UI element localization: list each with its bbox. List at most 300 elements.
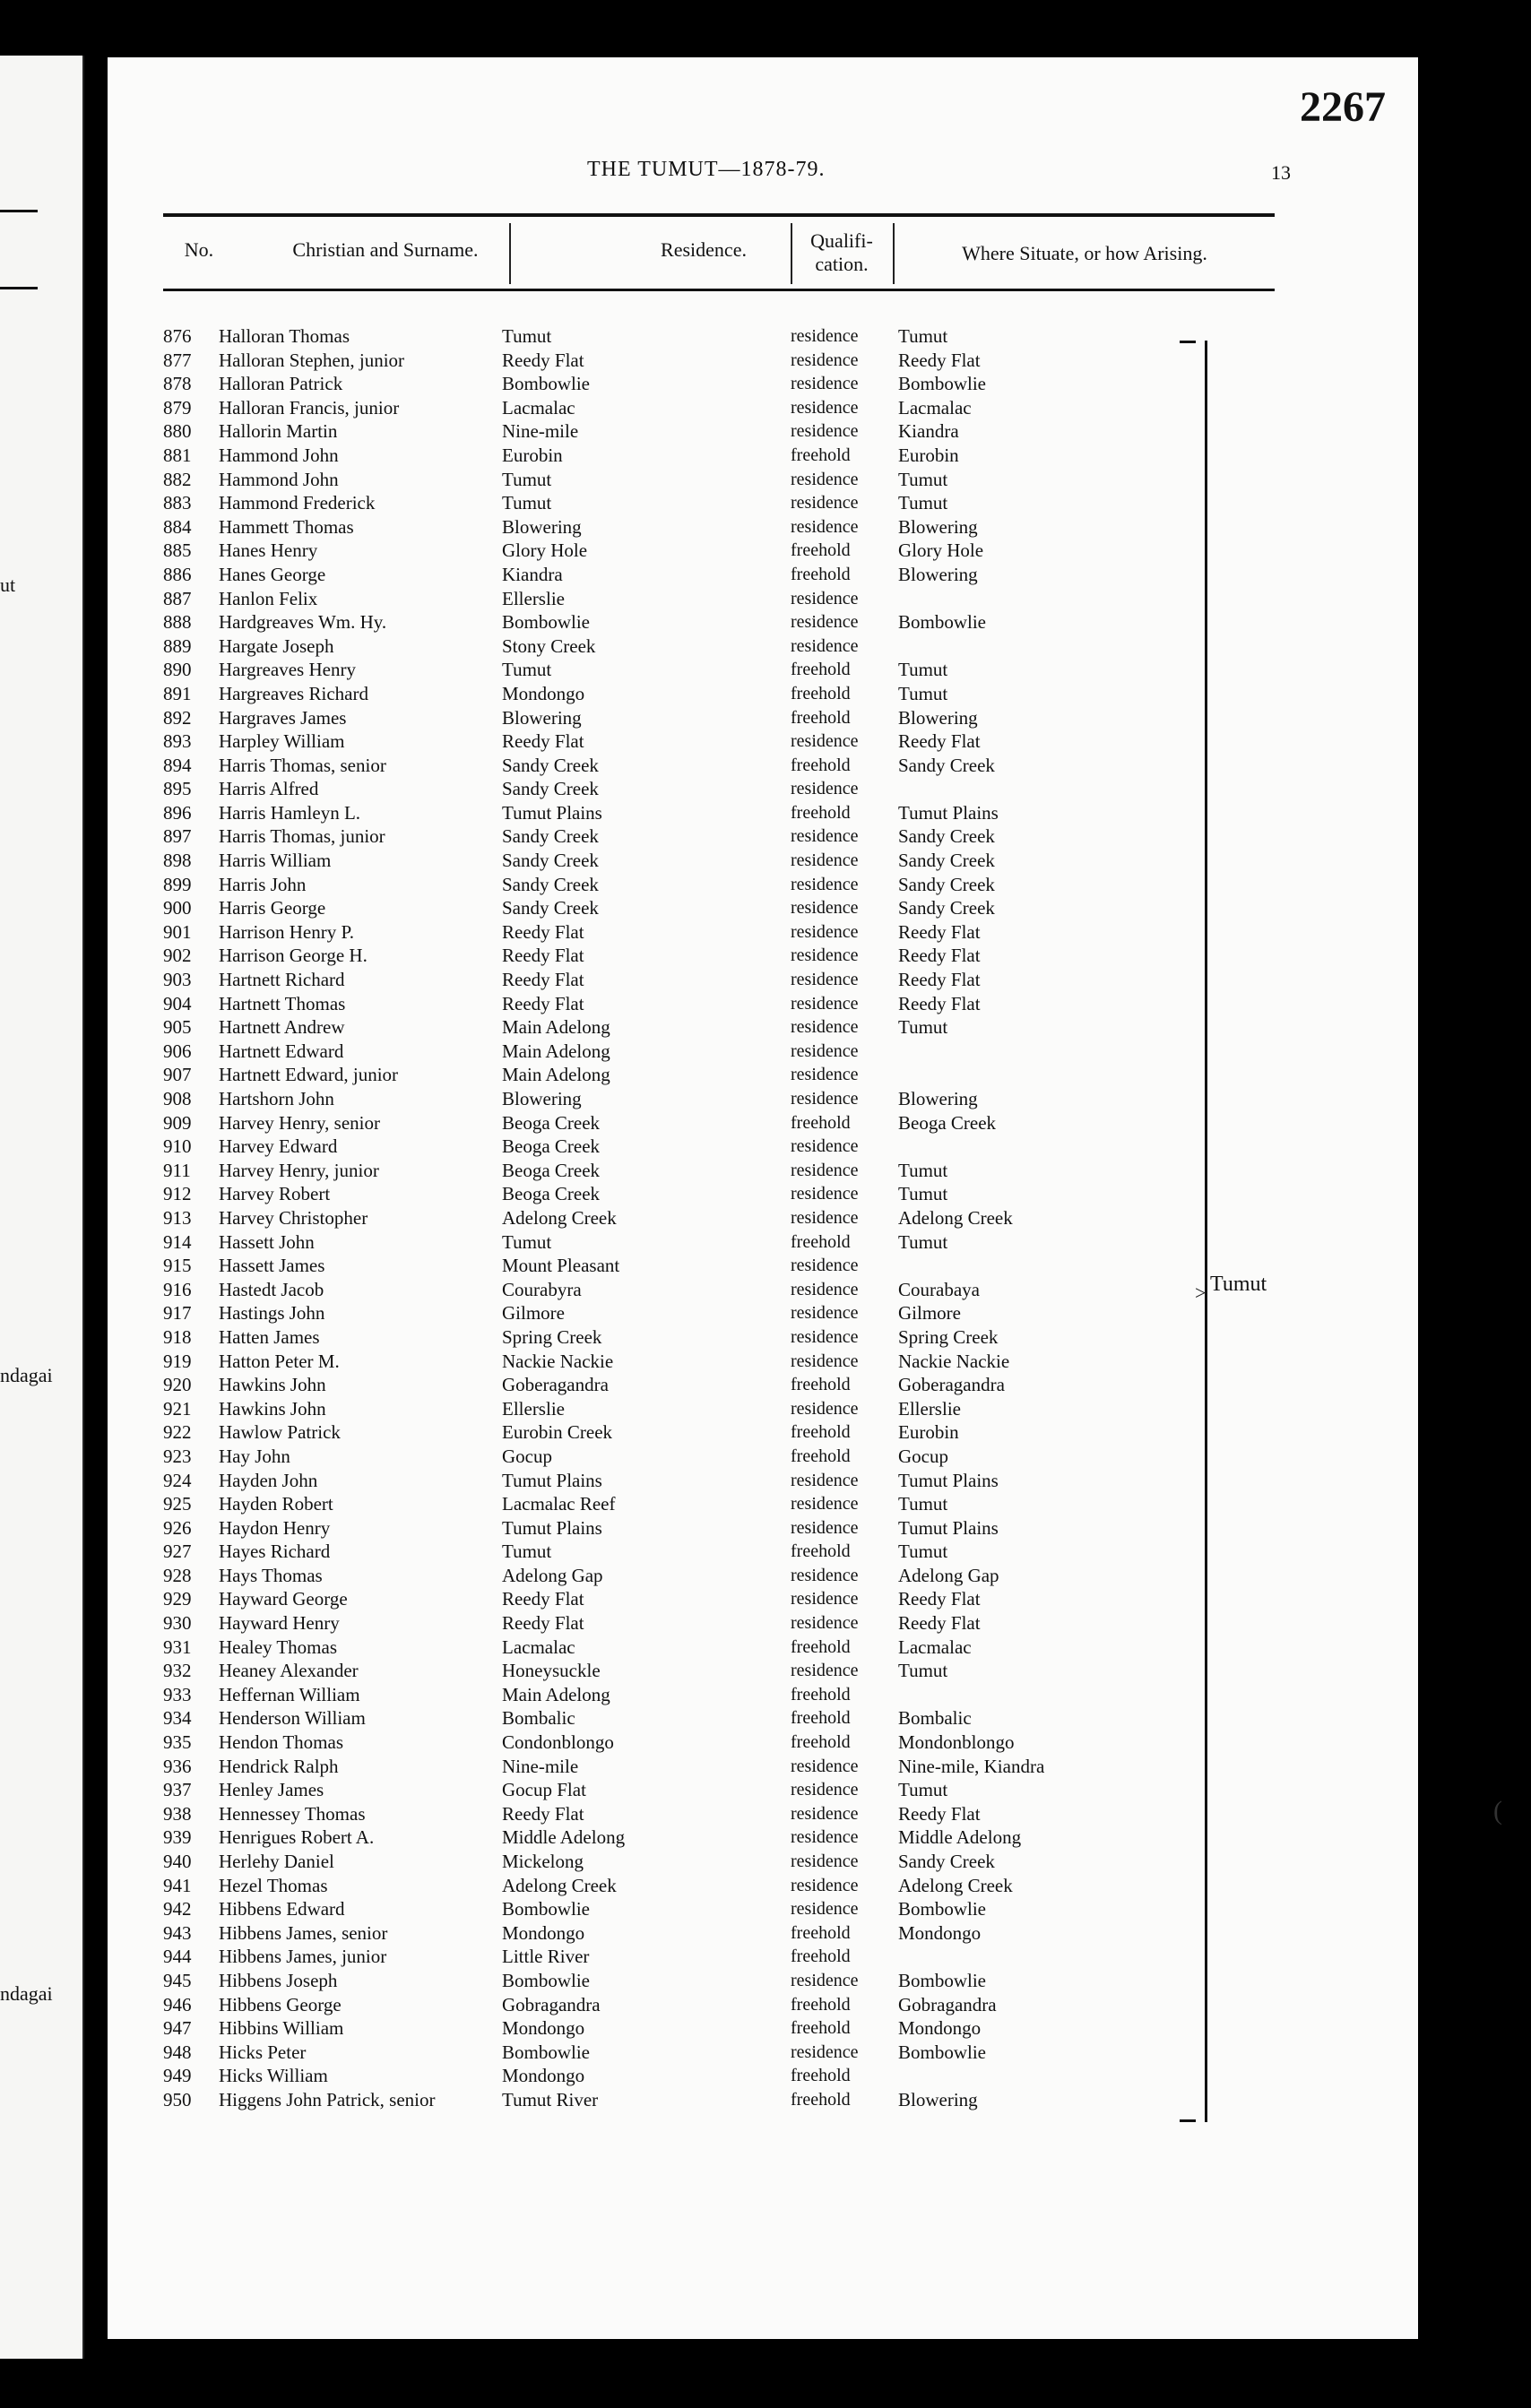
table-row — [163, 1111, 1328, 1135]
table-row — [163, 634, 1328, 659]
entry-number: 933 — [163, 1683, 192, 1705]
elector-name: Hatten James — [219, 1325, 320, 1348]
qualification: residence — [791, 1136, 859, 1157]
facing-page-fragment — [0, 56, 84, 2359]
elector-name: Hartnett Thomas — [219, 992, 346, 1014]
qualification: freehold — [791, 802, 851, 823]
elector-name: Harris Hamleyn L. — [219, 801, 361, 824]
residence: Goberagandra — [502, 1374, 609, 1396]
entry-number: 877 — [163, 349, 192, 371]
elector-name: Higgens John Patrick, senior — [219, 2088, 436, 2110]
table-row — [163, 1278, 1328, 1302]
table-row — [163, 658, 1328, 682]
qualification: freehold — [791, 1636, 851, 1657]
qualification: freehold — [791, 1922, 851, 1943]
elector-name: Hicks Peter — [219, 2041, 307, 2063]
residence: Middle Adelong — [502, 1826, 626, 1849]
residence: Beoga Creek — [502, 1183, 601, 1205]
qualification: residence — [791, 326, 859, 346]
residence: Adelong Creek — [502, 1206, 617, 1229]
elector-name: Hayward Henry — [219, 1612, 340, 1635]
qualification: residence — [791, 1661, 859, 1681]
residence: Blowering — [502, 706, 582, 729]
where-situate: Reedy Flat — [898, 969, 981, 991]
table-row — [163, 2064, 1328, 2088]
table-row — [163, 349, 1328, 373]
qualification: residence — [791, 1184, 859, 1204]
entry-number: 894 — [163, 754, 192, 776]
elector-name: Hargraves James — [219, 706, 347, 729]
elector-name: Harvey Henry, junior — [219, 1159, 379, 1181]
where-situate: Tumut — [898, 1230, 948, 1253]
elector-name: Harris William — [219, 850, 332, 872]
elector-name: Hallorin Martin — [219, 420, 338, 443]
entry-number: 939 — [163, 1826, 192, 1849]
qualification: freehold — [791, 1422, 851, 1443]
qualification: freehold — [791, 1446, 851, 1466]
qualification: freehold — [791, 2089, 851, 2110]
elector-name: Herlehy Daniel — [219, 1851, 334, 1872]
qualification: freehold — [791, 1112, 851, 1133]
elector-name: Hardgreaves Wm. Hy. — [219, 611, 387, 634]
qualification: freehold — [791, 707, 851, 728]
qualification: residence — [791, 1613, 859, 1634]
where-situate: Lacmalac — [898, 396, 972, 419]
qualification: residence — [791, 350, 859, 370]
elector-name: Hibbens James, junior — [219, 1946, 387, 1968]
entry-number: 901 — [163, 920, 192, 943]
where-situate: Lacmalac — [898, 1636, 972, 1658]
qualification: residence — [791, 921, 859, 942]
where-situate: Adelong Creek — [898, 1206, 1013, 1229]
qualification: residence — [791, 1803, 859, 1824]
qualification: residence — [791, 2041, 859, 2062]
where-situate: Tumut — [898, 1183, 948, 1205]
elector-name: Hargreaves Henry — [219, 659, 356, 681]
elector-name: Halloran Francis, junior — [219, 396, 400, 419]
table-row — [163, 1159, 1328, 1183]
entry-number: 907 — [163, 1064, 192, 1086]
entry-number: 947 — [163, 2017, 192, 2040]
entry-number: 892 — [163, 706, 192, 729]
qualification: residence — [791, 993, 859, 1014]
where-situate: Reedy Flat — [898, 920, 981, 943]
running-title: THE TUMUT—1878-79. — [587, 158, 826, 181]
residence: Eurobin — [502, 444, 563, 466]
table-row — [163, 1874, 1328, 1898]
residence: Honeysuckle — [502, 1660, 601, 1682]
qualification: residence — [791, 1494, 859, 1515]
table-row — [163, 1206, 1328, 1230]
entry-number: 950 — [163, 2088, 192, 2110]
entry-number: 893 — [163, 730, 192, 753]
table-row — [163, 2041, 1328, 2065]
qualification: residence — [791, 1470, 859, 1490]
table-row — [163, 896, 1328, 920]
elector-name: Hammond John — [219, 444, 339, 466]
elector-name: Hendrick Ralph — [219, 1755, 339, 1777]
entry-number: 921 — [163, 1397, 192, 1420]
where-situate: Courabaya — [898, 1278, 980, 1300]
elector-name: Henderson William — [219, 1707, 366, 1730]
elector-name: Haydon Henry — [219, 1516, 331, 1539]
where-situate: Tumut — [898, 682, 948, 704]
elector-name: Harrison George H. — [219, 945, 368, 967]
table-row — [163, 754, 1328, 778]
table-row — [163, 777, 1328, 801]
where-situate: Tumut Plains — [898, 1469, 999, 1491]
residence: Reedy Flat — [502, 1612, 584, 1635]
table-row — [163, 563, 1328, 587]
qualification: freehold — [791, 1994, 851, 2015]
elector-name: Hartnett Andrew — [219, 1016, 345, 1039]
entry-number: 922 — [163, 1421, 192, 1444]
entry-number: 942 — [163, 1898, 192, 1920]
where-situate: Reedy Flat — [898, 992, 981, 1014]
qualification: residence — [791, 945, 859, 966]
elector-name: Hayes Richard — [219, 1541, 331, 1563]
where-situate: Eurobin — [898, 444, 959, 466]
qualification: residence — [791, 1017, 859, 1038]
elector-name: Harris Thomas, junior — [219, 825, 385, 848]
table-row — [163, 1350, 1328, 1374]
where-situate: Sandy Creek — [898, 825, 995, 848]
entry-number: 902 — [163, 945, 192, 967]
entry-number: 936 — [163, 1755, 192, 1777]
table-row — [163, 491, 1328, 515]
table-row — [163, 1755, 1328, 1779]
residence: Tumut — [502, 1230, 552, 1253]
column-header-qualification — [792, 229, 891, 276]
elector-name: Harpley William — [219, 730, 345, 753]
table-row — [163, 968, 1328, 992]
entry-number: 882 — [163, 468, 192, 490]
table-row — [163, 1301, 1328, 1325]
table-row — [163, 1778, 1328, 1802]
where-situate: Blowering — [898, 706, 978, 729]
entry-number: 949 — [163, 2065, 192, 2087]
entry-number: 930 — [163, 1612, 192, 1635]
residence: Eurobin Creek — [502, 1421, 613, 1444]
qualification: residence — [791, 635, 859, 656]
residence: Tumut Plains — [502, 1516, 602, 1539]
elector-name: Hartshorn John — [219, 1088, 334, 1109]
entry-number: 899 — [163, 873, 192, 895]
table-row — [163, 1516, 1328, 1541]
where-situate: Reedy Flat — [898, 349, 981, 371]
entry-number: 944 — [163, 1946, 192, 1968]
where-situate: Spring Creek — [898, 1325, 999, 1348]
where-situate: Adelong Gap — [898, 1564, 999, 1586]
header-rule-top — [163, 213, 1275, 217]
entry-number: 931 — [163, 1636, 192, 1658]
where-situate: Blowering — [898, 1088, 978, 1109]
elector-name: Hibbins William — [219, 2017, 344, 2040]
qualification: freehold — [791, 564, 851, 584]
entry-number: 887 — [163, 587, 192, 609]
entry-number: 923 — [163, 1445, 192, 1467]
entry-number: 898 — [163, 850, 192, 872]
table-row — [163, 729, 1328, 754]
residence: Beoga Creek — [502, 1135, 601, 1158]
elector-name: Hibbens Edward — [219, 1898, 345, 1920]
table-row — [163, 1540, 1328, 1564]
where-situate: Bombalic — [898, 1707, 972, 1730]
entry-number: 910 — [163, 1135, 192, 1158]
residence: Adelong Gap — [502, 1564, 603, 1586]
elector-name: Harris George — [219, 897, 326, 919]
qualification: freehold — [791, 1541, 851, 1562]
residence: Bombowlie — [502, 611, 590, 634]
entry-number: 935 — [163, 1731, 192, 1754]
where-situate: Sandy Creek — [898, 1851, 995, 1872]
table-row — [163, 920, 1328, 945]
table-row — [163, 1659, 1328, 1683]
table-row — [163, 1683, 1328, 1707]
elector-name: Henrigues Robert A. — [219, 1826, 375, 1849]
residence: Adelong Creek — [502, 1874, 617, 1896]
table-row — [163, 1993, 1328, 2017]
residence: Gocup — [502, 1445, 552, 1467]
elector-name: Hanlon Felix — [219, 587, 318, 609]
elector-name: Hartnett Edward — [219, 1040, 344, 1062]
table-row — [163, 801, 1328, 825]
where-situate: Tumut — [898, 1159, 948, 1181]
elector-name: Hawkins John — [219, 1397, 326, 1420]
elector-name: Halloran Thomas — [219, 325, 350, 347]
where-situate: Goberagandra — [898, 1374, 1005, 1396]
column-header-where: Where Situate, or how Arising. — [962, 242, 1207, 264]
elector-name: Hayward George — [219, 1588, 348, 1610]
table-row — [163, 1825, 1328, 1850]
elector-name: Hassett James — [219, 1255, 325, 1277]
elector-name: Hibbens George — [219, 1993, 342, 2015]
entry-number: 908 — [163, 1088, 192, 1109]
residence: Mount Pleasant — [502, 1255, 620, 1277]
residence: Nine-mile — [502, 420, 579, 443]
qualification: residence — [791, 1040, 859, 1061]
folio-number: 13 — [1271, 161, 1291, 184]
residence: Ellerslie — [502, 1397, 565, 1420]
entry-number: 938 — [163, 1802, 192, 1825]
table-row — [163, 873, 1328, 897]
where-situate: Blowering — [898, 515, 978, 538]
where-situate: Mondongo — [898, 2017, 982, 2040]
district-brace — [1189, 341, 1207, 2122]
residence: Tumut River — [502, 2088, 599, 2110]
elector-name: Hendon Thomas — [219, 1731, 344, 1754]
qualification: residence — [791, 850, 859, 871]
qualification: residence — [791, 1827, 859, 1848]
where-situate: Tumut — [898, 492, 948, 514]
facing-page-rule — [0, 287, 38, 289]
entry-number: 900 — [163, 897, 192, 919]
where-situate: Tumut Plains — [898, 801, 999, 824]
residence: Main Adelong — [502, 1016, 610, 1039]
residence: Main Adelong — [502, 1683, 610, 1705]
residence: Reedy Flat — [502, 349, 584, 371]
qualification: residence — [791, 1089, 859, 1109]
where-situate: Sandy Creek — [898, 850, 995, 872]
residence: Bombalic — [502, 1707, 575, 1730]
table-row — [163, 1636, 1328, 1660]
elector-name: Heffernan William — [219, 1683, 360, 1705]
where-situate: Kiandra — [898, 420, 959, 443]
residence: Reedy Flat — [502, 992, 584, 1014]
qualification: freehold — [791, 1684, 851, 1705]
where-situate: Reedy Flat — [898, 1588, 981, 1610]
entry-number: 897 — [163, 825, 192, 848]
entry-number: 946 — [163, 1993, 192, 2015]
where-situate: Bombowlie — [898, 611, 986, 634]
elector-name: Hezel Thomas — [219, 1874, 328, 1896]
qualification: residence — [791, 1303, 859, 1324]
table-row — [163, 682, 1328, 706]
table-row — [163, 1564, 1328, 1588]
entry-number: 919 — [163, 1350, 192, 1372]
residence: Nackie Nackie — [502, 1350, 614, 1372]
where-situate: Gocup — [898, 1445, 948, 1467]
entry-number: 909 — [163, 1111, 192, 1134]
entry-number: 917 — [163, 1302, 192, 1325]
entry-number: 914 — [163, 1230, 192, 1253]
qualification: residence — [791, 826, 859, 847]
qualification: residence — [791, 516, 859, 537]
residence: Blowering — [502, 1088, 582, 1109]
elector-name: Harris John — [219, 873, 307, 895]
residence: Reedy Flat — [502, 920, 584, 943]
qualification: freehold — [791, 2018, 851, 2039]
table-row — [163, 992, 1328, 1016]
where-situate: Beoga Creek — [898, 1111, 997, 1134]
entry-number: 932 — [163, 1660, 192, 1682]
elector-name: Hanes Henry — [219, 539, 318, 562]
elector-name: Harris Thomas, senior — [219, 754, 386, 776]
where-situate: Reedy Flat — [898, 1612, 981, 1635]
residence: Little River — [502, 1946, 590, 1968]
elector-name: Hartnett Richard — [219, 969, 345, 991]
elector-name: Hammett Thomas — [219, 515, 354, 538]
residence: Reedy Flat — [502, 945, 584, 967]
residence: Beoga Creek — [502, 1111, 601, 1134]
entry-number: 891 — [163, 682, 192, 704]
elector-name: Hargate Joseph — [219, 634, 334, 657]
qualification: residence — [791, 874, 859, 894]
where-situate: Eurobin — [898, 1421, 959, 1444]
residence: Tumut — [502, 325, 552, 347]
qualification: residence — [791, 421, 859, 442]
where-situate: Bombowlie — [898, 1898, 986, 1920]
qualification: residence — [791, 970, 859, 990]
entry-number: 926 — [163, 1516, 192, 1539]
elector-name: Hays Thomas — [219, 1564, 323, 1586]
entry-number: 916 — [163, 1278, 192, 1300]
entry-number: 879 — [163, 396, 192, 419]
residence: Tumut — [502, 468, 552, 490]
entry-number: 941 — [163, 1874, 192, 1896]
residence: Stony Creek — [502, 634, 596, 657]
elector-name: Hanes George — [219, 563, 326, 585]
table-row — [163, 1445, 1328, 1469]
qualification: residence — [791, 1589, 859, 1610]
entry-number: 905 — [163, 1016, 192, 1039]
table-row — [163, 1040, 1328, 1064]
where-situate: Tumut Plains — [898, 1516, 999, 1539]
residence: Bombowlie — [502, 2041, 590, 2063]
qualification: residence — [791, 779, 859, 799]
entry-number: 883 — [163, 492, 192, 514]
residence: Gobragandra — [502, 1993, 601, 2015]
residence: Courabyra — [502, 1278, 582, 1300]
qualification: residence — [791, 374, 859, 394]
elector-name: Hammond John — [219, 468, 339, 490]
residence: Nine-mile — [502, 1755, 579, 1777]
elector-name: Hatton Peter M. — [219, 1350, 340, 1372]
entry-number: 924 — [163, 1469, 192, 1491]
where-situate: Reedy Flat — [898, 730, 981, 753]
qualification: residence — [791, 1875, 859, 1895]
qualification: freehold — [791, 683, 851, 703]
document-page — [108, 57, 1502, 2339]
qualification: freehold — [791, 2066, 851, 2086]
where-situate: Gobragandra — [898, 1993, 997, 2015]
table-row — [163, 1802, 1328, 1826]
table-row — [163, 1063, 1328, 1087]
residence: Reedy Flat — [502, 1588, 584, 1610]
facing-page-text: ndagai — [0, 1364, 53, 1386]
entry-number: 920 — [163, 1374, 192, 1396]
entry-number: 895 — [163, 778, 192, 800]
where-situate: Sandy Creek — [898, 754, 995, 776]
table-row — [163, 1254, 1328, 1278]
elector-name: Healey Thomas — [219, 1636, 337, 1658]
qualification: residence — [791, 1279, 859, 1299]
qualification: residence — [791, 1207, 859, 1228]
table-row — [163, 1182, 1328, 1206]
qualification: residence — [791, 1780, 859, 1800]
residence: Tumut Plains — [502, 801, 602, 824]
residence: Sandy Creek — [502, 825, 599, 848]
qualification: freehold — [791, 755, 851, 775]
qualification: residence — [791, 1851, 859, 1871]
elector-name: Hay John — [219, 1445, 290, 1467]
residence: Lacmalac — [502, 1636, 575, 1658]
table-row — [163, 2088, 1328, 2112]
qualification: residence — [791, 1756, 859, 1776]
table-row — [163, 396, 1328, 420]
qualification: residence — [791, 1398, 859, 1419]
table-row — [163, 1730, 1328, 1755]
elector-name: Hargreaves Richard — [219, 682, 368, 704]
qualification: residence — [791, 588, 859, 608]
elector-name: Hicks William — [219, 2065, 328, 2087]
residence: Reedy Flat — [502, 1802, 584, 1825]
table-row — [163, 1135, 1328, 1159]
where-situate: Tumut — [898, 1016, 948, 1039]
table-row — [163, 1492, 1328, 1516]
brace-bottom — [1180, 2119, 1196, 2122]
elector-name: Hartnett Edward, junior — [219, 1064, 399, 1086]
where-situate: Gilmore — [898, 1302, 961, 1325]
entry-number: 912 — [163, 1183, 192, 1205]
table-row — [163, 1230, 1328, 1255]
residence: Main Adelong — [502, 1040, 610, 1062]
elector-name: Heaney Alexander — [219, 1660, 359, 1682]
table-row — [163, 1969, 1328, 1993]
elector-name: Harvey Henry, senior — [219, 1111, 380, 1134]
table-row — [163, 824, 1328, 849]
facing-page-text: ut — [0, 574, 16, 596]
